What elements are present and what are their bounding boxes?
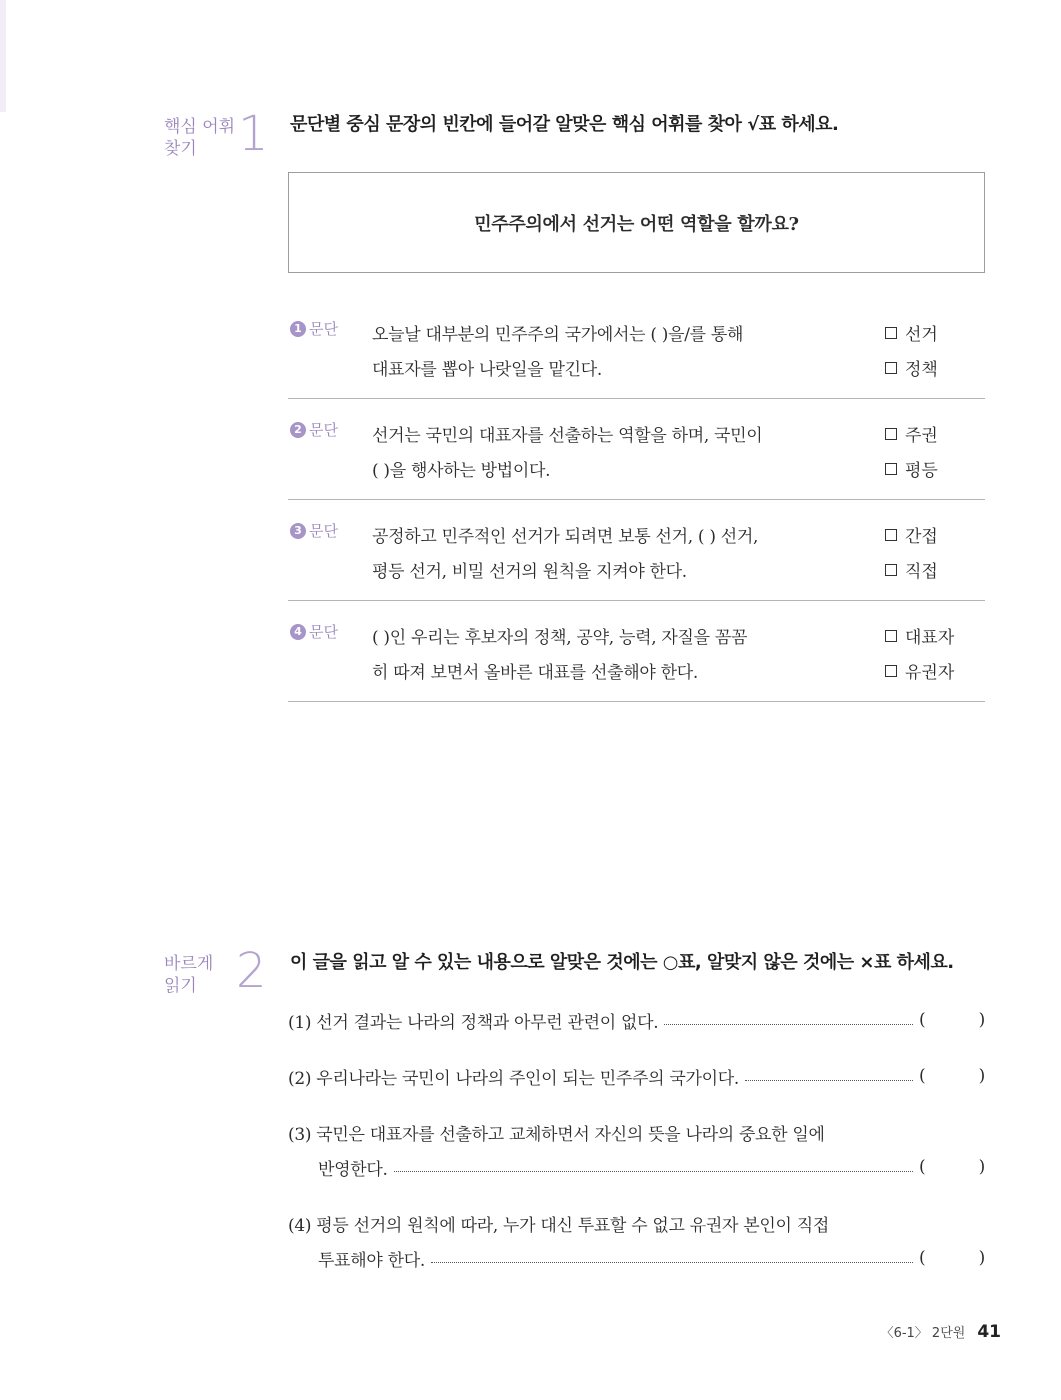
paragraph-sentence-line1: ( )인 우리는 후보자의 정책, 공약, 능력, 자질을 꼼꼼 xyxy=(372,628,748,648)
paragraph-number-icon: 2 xyxy=(290,422,306,438)
question-box xyxy=(288,172,985,273)
paragraph-sentence-line2: 히 따져 보면서 올바른 대표를 선출해야 한다. xyxy=(372,663,698,683)
option-label: 직접 xyxy=(905,562,938,582)
option-checkbox[interactable] xyxy=(885,557,938,582)
option-label: 유권자 xyxy=(905,663,955,683)
paragraph-row xyxy=(288,298,985,399)
option-checkbox[interactable] xyxy=(885,456,938,481)
paragraph-sentence-line1: 선거는 국민의 대표자를 선출하는 역할을 하며, 국민이 xyxy=(372,426,763,446)
page-edge-mark xyxy=(0,0,6,112)
paragraph-number-icon: 3 xyxy=(290,523,306,539)
section1-label-line2: 찾기 xyxy=(164,139,197,159)
paragraph-tag xyxy=(290,621,338,642)
paragraph-sentence-line2: 평등 선거, 비밀 선거의 원칙을 지켜야 한다. xyxy=(372,562,687,582)
option-checkbox[interactable] xyxy=(885,320,938,345)
checkbox-icon[interactable] xyxy=(885,327,897,339)
statement-text-line2: 투표해야 한다. xyxy=(318,1250,425,1271)
dotted-leader xyxy=(745,1080,913,1081)
statement-text-line1: (1) 선거 결과는 나라의 정책과 아무런 관련이 없다. xyxy=(288,1012,659,1033)
paren-close: ) xyxy=(978,1157,985,1177)
paragraph-row xyxy=(288,500,985,601)
unit-label: 〈6-1〉 2단원 xyxy=(880,1326,966,1341)
section2-instruction: 이 글을 읽고 알 수 있는 내용으로 알맞은 것에는 ○표, 알맞지 않은 것에는 ×표 하세요. xyxy=(290,952,954,973)
paragraph-tag xyxy=(290,520,338,541)
section2-label-line2: 읽기 xyxy=(164,976,197,996)
checkbox-icon[interactable] xyxy=(885,362,897,374)
checkbox-icon[interactable] xyxy=(885,630,897,642)
checkbox-icon[interactable] xyxy=(885,428,897,440)
paren-close: ) xyxy=(978,1066,985,1086)
option-label: 정책 xyxy=(905,360,938,380)
statement-text-line1: (4) 평등 선거의 원칙에 따라, 누가 대신 투표할 수 없고 유권자 본인이 직접 xyxy=(288,1215,829,1236)
option-checkbox[interactable] xyxy=(885,658,954,683)
statement-line xyxy=(288,1246,985,1270)
answer-blank[interactable] xyxy=(919,1248,985,1268)
paragraph-tag xyxy=(290,318,338,339)
option-label: 간접 xyxy=(905,527,938,547)
option-label: 선거 xyxy=(905,325,938,345)
option-checkbox[interactable] xyxy=(885,421,938,446)
statement-text-line1: (2) 우리나라는 국민이 나라의 주인이 되는 민주주의 국가이다. xyxy=(288,1068,739,1089)
paragraph-tag-label: 문단 xyxy=(309,623,338,641)
dotted-leader xyxy=(664,1024,913,1025)
paren-open: ( xyxy=(919,1010,926,1030)
paragraph-tag-label: 문단 xyxy=(309,421,338,439)
answer-blank[interactable] xyxy=(919,1010,985,1030)
answer-blank[interactable] xyxy=(919,1066,985,1086)
option-checkbox[interactable] xyxy=(885,623,954,648)
statement-item xyxy=(288,1211,985,1270)
statement-item xyxy=(288,1064,985,1088)
question-text: 민주주의에서 선거는 어떤 역할을 할까요? xyxy=(474,213,799,235)
checkbox-icon[interactable] xyxy=(885,564,897,576)
statement-line xyxy=(288,1008,985,1032)
page-footer xyxy=(881,1322,1001,1342)
paragraph-tag-label: 문단 xyxy=(309,320,338,338)
paragraph-sentence-line2: ( )을 행사하는 방법이다. xyxy=(372,461,551,481)
section1-number: 1 xyxy=(238,106,269,162)
paren-close: ) xyxy=(978,1248,985,1268)
statement-line xyxy=(288,1120,985,1144)
paragraph-row xyxy=(288,399,985,500)
paragraph-sentence-line1: 오늘날 대부분의 민주주의 국가에서는 ( )을/를 통해 xyxy=(372,325,744,345)
section2-number: 2 xyxy=(236,943,267,999)
statement-text-line1: (3) 국민은 대표자를 선출하고 교체하면서 자신의 뜻을 나라의 중요한 일에 xyxy=(288,1124,825,1145)
section2-label xyxy=(164,953,213,997)
paren-close: ) xyxy=(978,1010,985,1030)
page-number: 41 xyxy=(977,1322,1001,1342)
statement-text-line2: 반영한다. xyxy=(318,1159,388,1180)
checkbox-icon[interactable] xyxy=(885,665,897,677)
section2-label-line1: 바르게 xyxy=(164,954,214,974)
statement-item xyxy=(288,1008,985,1032)
option-label: 주권 xyxy=(905,426,938,446)
dotted-leader xyxy=(394,1171,913,1172)
answer-blank[interactable] xyxy=(919,1157,985,1177)
option-checkbox[interactable] xyxy=(885,355,938,380)
paren-open: ( xyxy=(919,1066,926,1086)
option-label: 대표자 xyxy=(905,628,955,648)
paragraph-tag xyxy=(290,419,338,440)
option-label: 평등 xyxy=(905,461,938,481)
paren-open: ( xyxy=(919,1157,926,1177)
statement-item xyxy=(288,1120,985,1179)
paren-open: ( xyxy=(919,1248,926,1268)
paragraph-number-icon: 1 xyxy=(290,321,306,337)
dotted-leader xyxy=(431,1262,913,1263)
statement-line xyxy=(288,1064,985,1088)
statement-line xyxy=(288,1211,985,1235)
statement-line xyxy=(288,1155,985,1179)
paragraph-sentence-line1: 공정하고 민주적인 선거가 되려면 보통 선거, ( ) 선거, xyxy=(372,527,759,547)
paragraph-number-icon: 4 xyxy=(290,624,306,640)
checkbox-icon[interactable] xyxy=(885,463,897,475)
section1-label xyxy=(164,116,235,160)
option-checkbox[interactable] xyxy=(885,522,938,547)
checkbox-icon[interactable] xyxy=(885,529,897,541)
section1-instruction: 문단별 중심 문장의 빈칸에 들어갈 알맞은 핵심 어휘를 찾아 √표 하세요. xyxy=(290,114,839,135)
section1-label-line1: 핵심 어휘 xyxy=(164,117,236,137)
paragraph-tag-label: 문단 xyxy=(309,522,338,540)
paragraph-row xyxy=(288,601,985,702)
paragraph-sentence-line2: 대표자를 뽑아 나랏일을 맡긴다. xyxy=(372,360,603,380)
